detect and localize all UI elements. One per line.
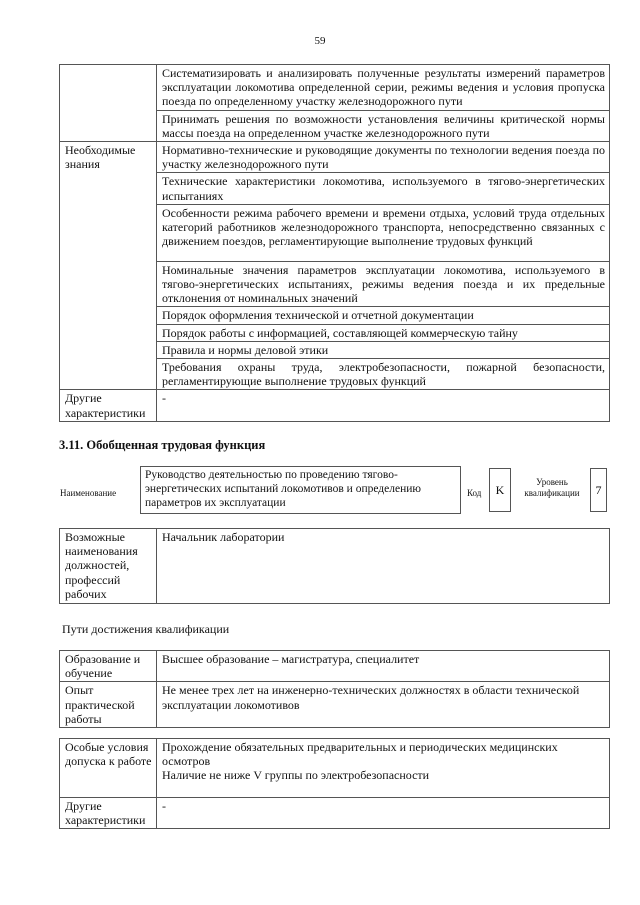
experience-label: Опыт практической работы <box>60 682 157 728</box>
other-characteristics-value: - <box>157 390 610 421</box>
other-characteristics-value: - <box>157 798 610 829</box>
qualification-paths-title: Пути достижения квалификации <box>62 622 230 636</box>
knowledge-item: Технические характеристики локомотива, используемого в тягово-энергетических испытаниях <box>157 173 610 204</box>
positions-label: Возможные наименования должностей, профессий рабочих <box>60 529 157 604</box>
knowledge-item: Правила и нормы деловой этики <box>157 341 610 358</box>
code-value: K <box>489 468 511 512</box>
qualification-level-label: Уровень квалификации <box>524 477 580 498</box>
conditions-table <box>59 738 610 829</box>
positions-value: Начальник лаборатории <box>157 529 610 604</box>
qualification-level-value: 7 <box>590 468 607 512</box>
special-condition-item: Прохождение обязательных предварительных и периодических медицинских осмотров <box>162 740 558 769</box>
table-row <box>60 65 610 111</box>
knowledge-item: Нормативно-технические и руководящие документы по технологии ведения поезда по участку железнодорожного пути <box>157 142 610 173</box>
knowledge-item: Порядок оформления технической и отчетной документации <box>157 307 610 324</box>
table-row <box>60 390 610 421</box>
knowledge-item: Номинальные значения параметров эксплуатации локомотива, используемого в тягово-энергетических испытаниях, режимы ведения поезда и их предельные отклонения от номинальных значений <box>157 261 610 307</box>
knowledge-item: Требования охраны труда, электробезопасности, пожарной безопасности, регламентирующие выполнение трудовых функций <box>157 359 610 390</box>
special-conditions-label: Особые условия допуска к работе <box>60 739 157 798</box>
skill-item: Принимать решения по возможности установления величины критической нормы массы поезда на определенном участке железнодорожного пути <box>157 110 610 141</box>
table-row <box>60 798 610 829</box>
knowledge-label: Необходимые знания <box>60 142 157 390</box>
positions-table <box>59 528 610 604</box>
table-row <box>60 529 610 604</box>
empty-label-cell <box>60 65 157 142</box>
name-label: Наименование <box>60 488 117 498</box>
table-row <box>60 651 610 682</box>
knowledge-item: Порядок работы с информацией, составляющей коммерческую тайну <box>157 324 610 341</box>
special-condition-item: Наличие не ниже V группы по электробезопасности <box>162 768 430 783</box>
experience-value: Не менее трех лет на инженерно-технических должностях в области технической эксплуатации локомотивов <box>157 682 610 728</box>
education-value: Высшее образование – магистратура, специалитет <box>157 651 610 682</box>
table-row <box>60 739 610 798</box>
special-conditions-cell <box>157 739 610 798</box>
table-row <box>60 142 610 173</box>
other-characteristics-label: Другие характеристики <box>60 390 157 421</box>
section-title: 3.11. Обобщенная трудовая функция <box>59 438 266 452</box>
page-number: 59 <box>314 35 326 47</box>
skill-item: Систематизировать и анализировать полученные результаты измерений параметров эксплуатации локомотива определенной серии, режимы ведения и условия пропуска поезда по определенному участку железнодорожного пути <box>157 65 610 111</box>
function-name: Руководство деятельностью по проведению тягово-энергетических испытаний локомотивов и определению параметров их эксплуатации <box>140 466 461 514</box>
education-table <box>59 650 610 728</box>
education-label: Образование и обучение <box>60 651 157 682</box>
table-row <box>60 682 610 728</box>
code-label: Код <box>467 488 482 498</box>
other-characteristics-label: Другие характеристики <box>60 798 157 829</box>
labor-actions-table <box>59 64 610 422</box>
knowledge-item: Особенности режима рабочего времени и времени отдыха, условий труда отдельных категорий работников железнодорожного транспорта, непосредственно связанных с движением поездов, регламентирующие выполнение трудовых функций <box>157 204 610 261</box>
